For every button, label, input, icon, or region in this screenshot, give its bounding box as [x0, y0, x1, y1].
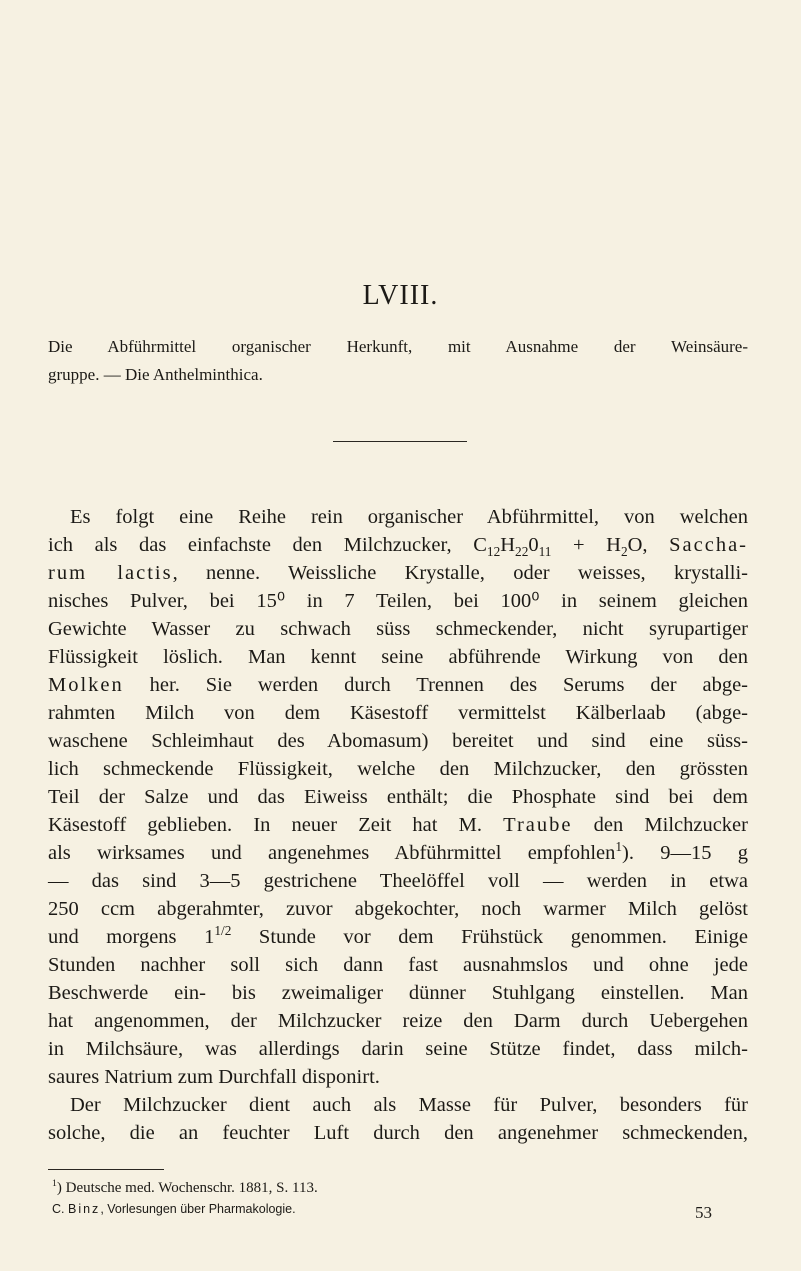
author-name: Traube — [503, 814, 573, 836]
text-run: und morgens 1 — [48, 926, 215, 948]
emphasized-term: Molken — [48, 674, 124, 696]
footnote-divider — [48, 1169, 164, 1170]
latin-term: rum lactis — [48, 562, 173, 584]
body-line — [48, 811, 748, 839]
body-line — [48, 923, 748, 951]
formula-subscript: 11 — [538, 544, 552, 560]
signature-author: Binz — [67, 1202, 101, 1216]
page-number: 53 — [695, 1203, 712, 1222]
body-line: solche, die an feuchter Luft durch den angenehmer schmeckenden, — [48, 1122, 748, 1144]
body-line — [48, 559, 748, 587]
fraction: 1/2 — [214, 923, 232, 939]
body-paragraphs — [48, 503, 748, 1147]
subtitle-line-1: Die Abführmittel organischer Herkunft, mit Ausnahme der Weinsäure- — [48, 337, 748, 356]
footnote — [52, 1178, 752, 1198]
signature-prefix: C. — [52, 1202, 68, 1216]
text-run: Stunde vor dem Frühstück genommen. Einige — [231, 926, 748, 948]
text-run: H — [500, 534, 516, 556]
body-line: lich schmeckende Flüssigkeit, welche den Milchzucker, den grössten — [48, 758, 748, 780]
signature-title: , Vorlesungen über Pharmakologie. — [100, 1202, 296, 1216]
body-line — [48, 839, 748, 867]
body-line: rahmten Milch von dem Käsestoff vermittelst Kälberlaab (abge- — [48, 702, 748, 724]
text-run: + H — [551, 534, 621, 556]
text-run: ich als das einfachste den Milchzucker, C — [48, 534, 487, 556]
body-line: — das sind 3—5 gestrichene Theelöffel voll — werden in etwa — [48, 870, 748, 892]
subtitle-line-2: gruppe. — Die Anthelminthica. — [48, 365, 263, 384]
body-line: Gewichte Wasser zu schwach süss schmeckender, nicht syrupartiger — [48, 618, 748, 640]
section-divider — [333, 441, 467, 442]
chapter-subtitle — [48, 334, 748, 390]
text-run: O, — [627, 534, 670, 556]
text-run: 0 — [528, 534, 539, 556]
text-run: Käsestoff geblieben. In neuer Zeit hat M. — [48, 814, 504, 836]
text-run: als wirksames und angenehmes Abführmittel empfohlen — [48, 842, 616, 864]
formula-subscript: 12 — [486, 544, 501, 560]
text-run: , nenne. Weissliche Krystalle, oder weisses, krystalli- — [172, 562, 748, 584]
body-line: 250 ccm abgerahmter, zuvor abgekochter, noch warmer Milch gelöst — [48, 898, 748, 920]
chapter-number: LVIII. — [362, 280, 439, 311]
body-line: Flüssigkeit löslich. Man kennt seine abführende Wirkung von den — [48, 646, 748, 668]
body-line: Beschwerde ein- bis zweimaliger dünner Stuhlgang einstellen. Man — [48, 982, 748, 1004]
formula-subscript: 2 — [620, 544, 628, 560]
body-line — [48, 531, 748, 559]
formula-subscript: 22 — [515, 544, 529, 560]
body-line: hat angenommen, der Milchzucker reize den Darm durch Uebergehen — [48, 1010, 748, 1032]
body-line: Der Milchzucker dient auch als Masse für Pulver, besonders für — [70, 1094, 748, 1116]
body-line: nisches Pulver, bei 15⁰ in 7 Teilen, bei 100⁰ in seinem gleichen — [48, 590, 748, 612]
body-line — [48, 671, 748, 699]
body-line: waschene Schleimhaut des Abomasum) bereitet und sind eine süss- — [48, 730, 748, 752]
latin-term: Saccha- — [669, 534, 748, 556]
footnote-text: ) Deutsche med. Wochenschr. 1881, S. 113. — [56, 1180, 318, 1196]
body-line: Es folgt eine Reihe rein organischer Abführmittel, von welchen — [70, 506, 748, 528]
footnote-reference: 1 — [615, 839, 623, 855]
text-run: den Milchzucker — [572, 814, 748, 836]
body-line: saures Natrium zum Durchfall disponirt. — [48, 1066, 380, 1088]
footnote-marker: 1 — [52, 1178, 57, 1189]
text-run: her. Sie werden durch Trennen des Serums der abge- — [123, 674, 748, 696]
body-line: in Milchsäure, was allerdings darin seine Stütze findet, dass milch- — [48, 1038, 748, 1060]
signature-line — [52, 1202, 572, 1216]
body-line: Teil der Salze und das Eiweiss enthält; die Phosphate sind bei dem — [48, 786, 748, 808]
text-run: ). 9—15 g — [622, 842, 748, 864]
body-line: Stunden nachher soll sich dann fast ausnahmslos und ohne jede — [48, 954, 748, 976]
